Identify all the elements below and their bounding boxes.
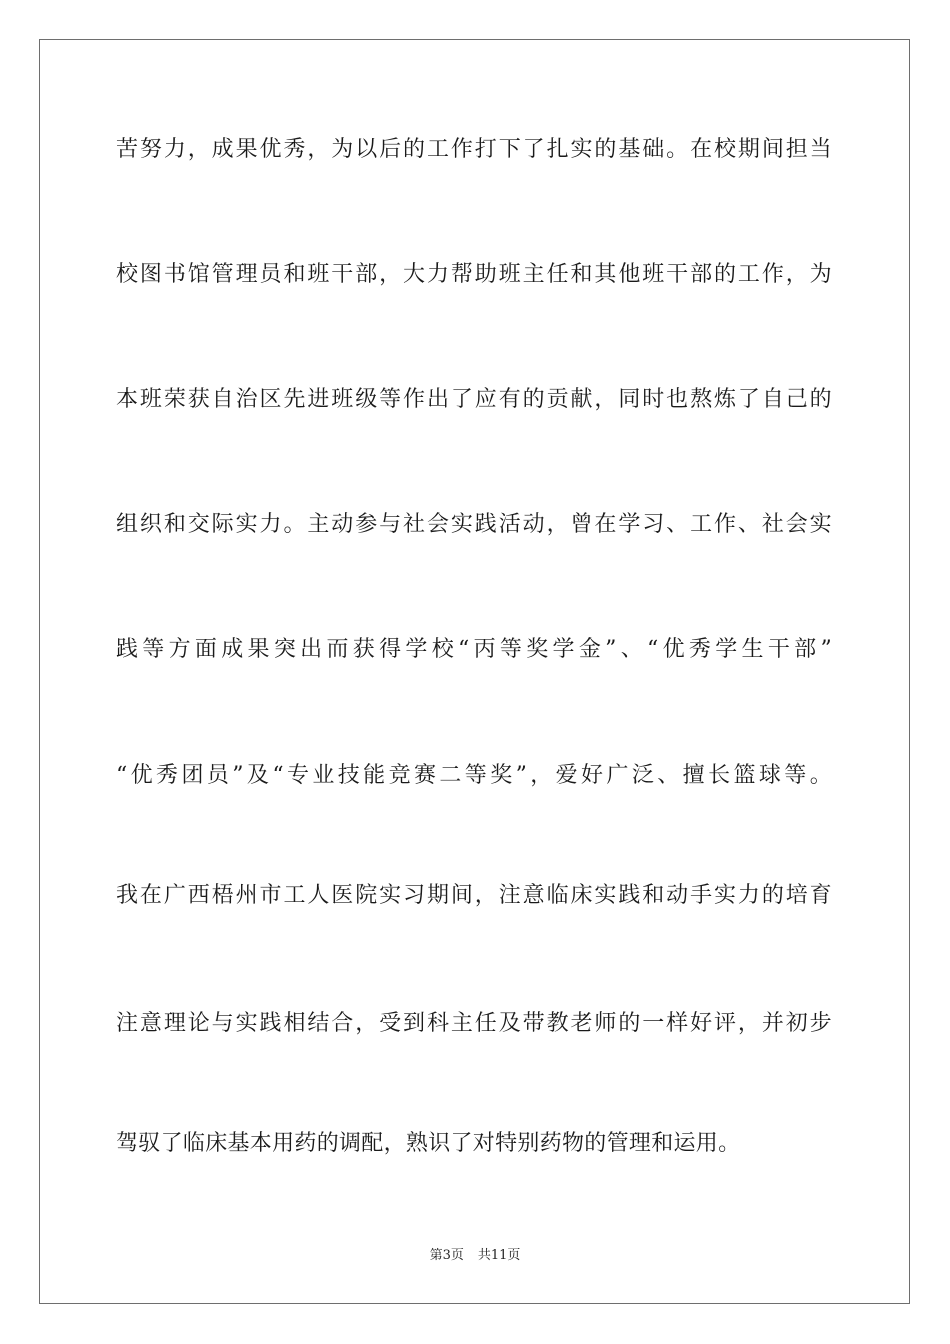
page-footer: [0, 1248, 950, 1264]
body-text-line: 本班荣获自治区先进班级等作出了应有的贡献，同时也熬炼了自己的: [116, 387, 832, 412]
body-text-line: “优秀团员”及“专业技能竞赛二等奖”，爱好广泛、擅长篮球等。: [116, 763, 832, 788]
page-border: [39, 39, 910, 1304]
body-text-line: 校图书馆管理员和班干部，大力帮助班主任和其他班干部的工作，为: [116, 262, 832, 287]
body-text-line: 驾驭了临床基本用药的调配，熟识了对特别药物的管理和运用。: [116, 1131, 741, 1156]
body-text-line: 我在广西梧州市工人医院实习期间，注意临床实践和动手实力的培育: [116, 883, 832, 908]
body-text-line: 注意理论与实践相结合，受到科主任及带教老师的一样好评，并初步: [116, 1011, 832, 1036]
body-text-line: 苦努力，成果优秀，为以后的工作打下了扎实的基础。在校期间担当: [116, 137, 832, 162]
page-number: 第3页: [429, 1248, 464, 1263]
body-text-line: 践等方面成果突出而获得学校“丙等奖学金”、“优秀学生干部”: [116, 637, 832, 662]
total-pages: 共11页: [477, 1248, 521, 1263]
body-text-line: 组织和交际实力。主动参与社会实践活动，曾在学习、工作、社会实: [116, 512, 832, 537]
